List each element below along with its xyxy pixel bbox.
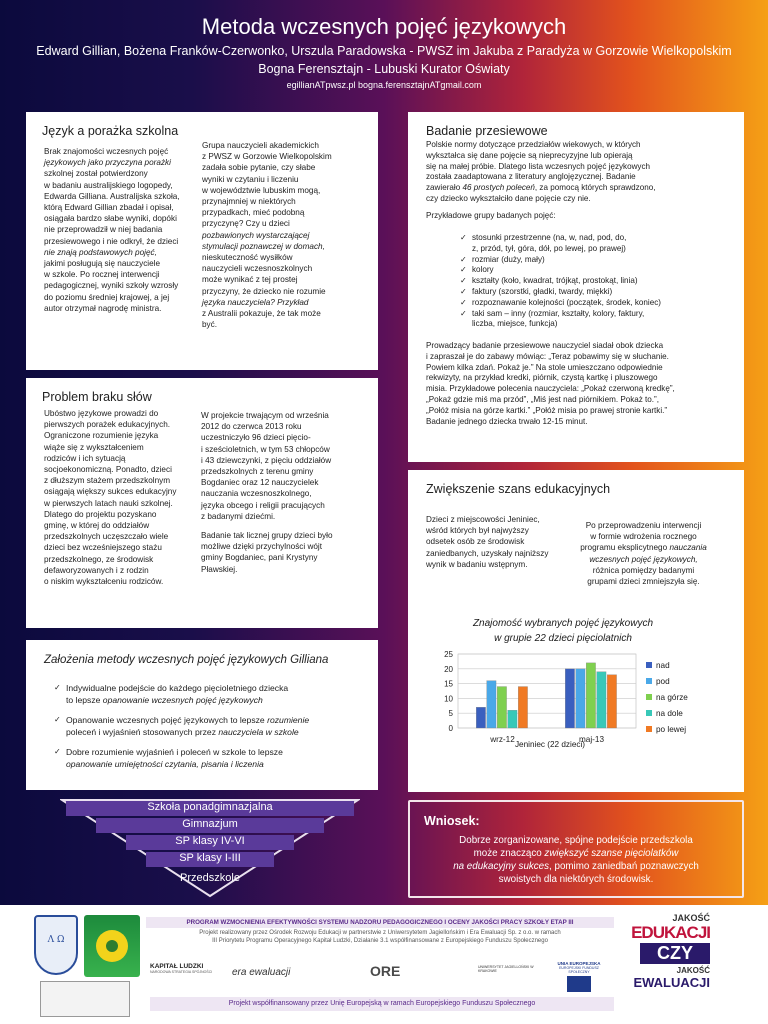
list-item: ✓ kształty (koło, kwadrat, trójkąt, prostokąt, linia) (458, 276, 738, 287)
bar-po-lewej-wrz-12 (518, 687, 527, 728)
bar-nad-maj-13 (565, 669, 574, 728)
panel2-col1: Ubóstwo językowe prowadzi do pierwszych porażek edukacyjnych. Ograniczone rozumienie języka wiąże się z wykształceniem rodziców i ich sytuacją socjoekonomiczną. Ponadto, dzieci z dłuższym stażem przedszkolnym osiągają większy sukces edukacyjny w pierwszych latach nauki szkolnej. Dlatego do projektu pozyskano gminę, w której do oddziałów przedszkolnych uczęszczało wiele dzieci bez wcześniejszego stażu przedszkolnego, ze środowisk defaworyzowanych i z rodzin o niskim wykształceniu rodziców. (44, 409, 177, 587)
assumptions-list (52, 682, 372, 770)
panel-language-failure (26, 112, 378, 370)
era-ewaluacji-logo: era ewaluacji (232, 967, 291, 978)
legend-item (646, 705, 742, 721)
authors-line-2: Bogna Ferensztajn - Lubuski Kurator Oświaty (258, 62, 510, 76)
authors-line: Edward Gillian, Bożena Franków-Czerwonko, Urszula Paradowska - PWSZ im Jakuba z Paradyża w Gorzowie Wielkopolskim (36, 44, 732, 58)
contact-emails: egillianATpwsz.pl bogna.ferensztajnATgmail.com (286, 80, 482, 90)
legend-swatch (646, 694, 652, 700)
eu-logo: UNIA EUROPEJSKA EUROPEJSKI FUNDUSZ SPOŁECZNY (548, 961, 610, 992)
chart-xlabel: Jeniniec (22 dzieci) (514, 740, 586, 749)
y-tick-label: 5 (448, 709, 453, 719)
bar-na-dole-wrz-12 (508, 710, 517, 728)
bar-na-dole-maj-13 (597, 672, 606, 728)
panel-lack-of-words (26, 378, 378, 628)
pwsz-logo: Λ Ω (34, 915, 78, 975)
legend-swatch (646, 662, 652, 668)
legend-label: na górze (656, 692, 688, 702)
pyramid-level: SP klasy IV-VI (126, 835, 294, 850)
screening-intro: Polskie normy dotyczące przedziałów wiekowych, w których wykształca się dane pojęcie są nieprecyzyjne lub opierają się na małej próbie. Dlatego lista wczesnych pojęć językowych została zaadaptowana z literatury anglojęzycznej. Badanie zawierało 46 prostych poleceń, za pomocą których sprawdzono, czy dziecko wykształciło dane pojęcie czy nie. Przykładowe grupy badanych pojęć: (426, 140, 656, 220)
legend-label: na dole (656, 708, 683, 718)
panel-title: Założenia metody wczesnych pojęć językowych Gilliana (44, 654, 329, 666)
list-item: ✓ faktury (szorstki, gładki, twardy, miękki) (458, 287, 738, 298)
bar-chart (408, 612, 744, 792)
pyramid-level: Gimnazjum (96, 818, 324, 833)
legend-label: po lewej (656, 724, 687, 734)
chart-legend (646, 657, 742, 737)
panel1-col2: Grupa nauczycieli akademickich z PWSZ w Gorzowie Wielkopolskim zadała sobie pytanie, czy słabe wyniki w czytaniu i liczeniu w województwie lubuskim mogą, przynajmniej w niektórych przypadkach, mieć podobną przyczynę? Czy u dzieci pozbawionych wystarczającej stymulacji poznawczej w domach, nieskuteczność wysiłków nauczycieli wczesnoszkolnych może wynikać z tej prostej przyczyny, że dziecko nie rozumie języka nauczyciela? Przykład z Australii pokazuje, że tak może być. (202, 141, 332, 330)
small-logo (40, 981, 130, 1017)
bar-na-górze-maj-13 (586, 663, 595, 728)
panel-title: Problem braku słów (42, 390, 152, 404)
panel-screening (408, 112, 744, 462)
conclusion-box (408, 800, 744, 898)
footer-logos (0, 905, 768, 1024)
panel5-col1: Dzieci z miejscowości Jeniniec, wśród których był najwyższy odsetek osób ze środowisk zaniedbanych, uzyskały najniższy wynik w badaniu wstępnym. (426, 515, 549, 569)
kapital-ludzki-logo: KAPITAŁ LUDZKI NARODOWA STRATEGIA SPÓJNOŚCI (150, 963, 213, 974)
legend-item (646, 673, 742, 689)
panel-method-assumptions (26, 640, 378, 790)
poster-title: Metoda wczesnych pojęć językowych (201, 14, 567, 39)
program-banner: PROGRAM WZMOCNIENIA EFEKTYWNOŚCI SYSTEMU NADZORU PEDAGOGICZNEGO I OCENY JAKOŚCI PRACY SZKOŁY ETAP III Projekt realizowany przez Ośrodek Rozwoju Edukacji w partnerstwie z Uniwersytetem Jagiellońskim i Era Ewaluacji Sp. z o.o. w ramach III Priorytetu Programu Operacyjnego Kapitał Ludzki, Działanie 3.1 współfinansowane z Europejskiego Funduszu Społecznego (146, 917, 614, 949)
uj-logo: UNIWERSYTET JAGIELLOŃSKI W KRAKOWIE (478, 965, 534, 973)
conclusion-title: Wniosek: (424, 814, 480, 828)
ore-logo: ORE (370, 963, 401, 979)
pyramid-level: Szkoła ponadgimnazjalna (66, 801, 354, 816)
list-item: ✓ Indywidualne podejście do każdego pięcioletniego dziecka to lepsze opanowanie wczesnych pojęć językowych (52, 682, 372, 706)
legend-item (646, 657, 742, 673)
panel1-col1: Brak znajomości wczesnych pojęć językowych jako przyczyna porażki szkolnej został potwierdzony w badaniu australijskiego logopedy, Edwarda Gilliana. Australijska szkoła, którą Edward Gillian zbadał i opisał, osiągała bardzo słabe wyniki, dopóki nie przeprowadził w niej badania przesiewowego i nie odkrył, że dzieci nie znają podstawowych pojęć, jakimi posługują się nauczyciele w szkole. Po rocznej interwencji pedagogicznej, wyniki szkoły wzrosły do poziomu średniej krajowej, a jej autor otrzymał nagrodę ministra. (44, 147, 180, 313)
bogdaniec-emblem (84, 915, 140, 977)
y-tick-label: 0 (448, 724, 453, 733)
chart-subtitle: w grupie 22 dzieci pięciolatnich (494, 633, 632, 644)
panel-title: Język a porażka szkolna (42, 124, 179, 138)
panel-title: Badanie przesiewowe (426, 124, 548, 138)
panel5-col2: Po przeprowadzeniu interwencji w formie wdrożenia rocznego programu eksplicytnego nauczania wczesnych pojęć językowych, różnica pomiędzy badanymi grupami dzieci zmniejszyła się. (580, 521, 707, 587)
x-tick-label: maj-13 (578, 735, 605, 744)
y-tick-label: 20 (444, 664, 453, 674)
bar-pod-wrz-12 (487, 681, 496, 728)
panel-educational-chances (408, 470, 744, 792)
cofinancing-banner: Projekt współfinansowany przez Unię Europejską w ramach Europejskiego Funduszu Społecznego (150, 997, 614, 1011)
bar-nad-wrz-12 (476, 707, 485, 728)
jakosc-edukacji-logo: JAKOŚĆ EDUKACJI CZY JAKOŚĆ EWALUACJI (631, 913, 710, 990)
screening-outro: Prowadzący badanie przesiewowe nauczyciel siadał obok dziecka i zapraszał je do zabawy mówiąc: „Teraz pobawimy się w słuchanie. Powiem kilka zdań. Pokaż je.” Na stole umieszczano odpowiednie rekwizyty, na przykład kredki, piórnik, czystą kartkę i pluszowego misia. Przykładowe polecenia nauczyciela: „Pokaż czerwoną kredkę”, „Pokaż gdzie miś ma przód”, „Miś jest nad piórnikiem. Pokaż to.”, „Połóż misia na górze kartki.” „Połóż misia po prawej stronie kartki.” Badanie jednego dziecka trwało 12-15 minut. (426, 341, 675, 426)
legend-label: nad (656, 660, 670, 670)
y-tick-label: 15 (444, 679, 453, 689)
chart-title: Znajomość wybranych pojęć językowych (472, 618, 654, 629)
legend-swatch (646, 726, 652, 732)
legend-item (646, 721, 742, 737)
panel2-col2: W projekcie trwającym od września 2012 do czerwca 2013 roku uczestniczyło 96 dzieci pięcio- i sześcioletnich, w tym 53 chłopców i 43 dziewczynki, z pięciu oddziałów przedszkolnych z terenu gminy Bogdaniec oraz 12 nauczycielek nauczania wczesnoszkolnego, języka obcego i religii pracujących z badanymi dziećmi. Badanie tak licznej grupy dzieci było możliwe dzięki przychylności wójt gminy Bogdaniec, pani Krystyny Pławskiej. (201, 411, 333, 574)
list-item: ✓ rozmiar (duży, mały) (458, 255, 738, 266)
bar-na-górze-wrz-12 (497, 687, 506, 728)
legend-swatch (646, 678, 652, 684)
pyramid-level: Przedszkole (180, 872, 240, 884)
legend-swatch (646, 710, 652, 716)
legend-label: pod (656, 676, 670, 686)
y-tick-label: 25 (444, 650, 453, 659)
x-tick-label: wrz-12 (490, 735, 515, 744)
bar-pod-maj-13 (576, 669, 585, 728)
list-item: ✓ Dobre rozumienie wyjaśnień i poleceń w szkole to lepsze opanowanie umiejętności czytania, pisania i liczenia (52, 746, 372, 770)
panel-title: Zwiększenie szans edukacyjnych (426, 482, 611, 496)
legend-item (646, 689, 742, 705)
list-item: ✓ stosunki przestrzenne (na, w, nad, pod, do, z, przód, tył, góra, dół, po lewej, po prawej) (458, 233, 738, 255)
conclusion-text: Dobrze zorganizowane, spójne podejście przedszkola może znacząco zwiększyć szanse pięciolatków na edukacyjny sukces, pomimo zaniedbań poznawczych swoistych dla niektórych środowisk. (453, 835, 699, 885)
bar-po-lewej-maj-13 (607, 675, 616, 728)
list-item: ✓ taki sam – inny (rozmiar, kształty, kolory, faktury, liczba, miejsce, funkcja) (458, 309, 738, 331)
list-item: ✓ Opanowanie wczesnych pojęć językowych to lepsze rozumienie poleceń i wyjaśnień stosowanych przez nauczyciela w szkole (52, 714, 372, 738)
concept-groups-list (458, 233, 738, 330)
list-item: ✓ rozpoznawanie kolejności (początek, środek, koniec) (458, 298, 738, 309)
y-tick-label: 10 (444, 694, 453, 704)
pyramid-level: SP klasy I-III (146, 852, 274, 867)
list-item: ✓ kolory (458, 265, 738, 276)
